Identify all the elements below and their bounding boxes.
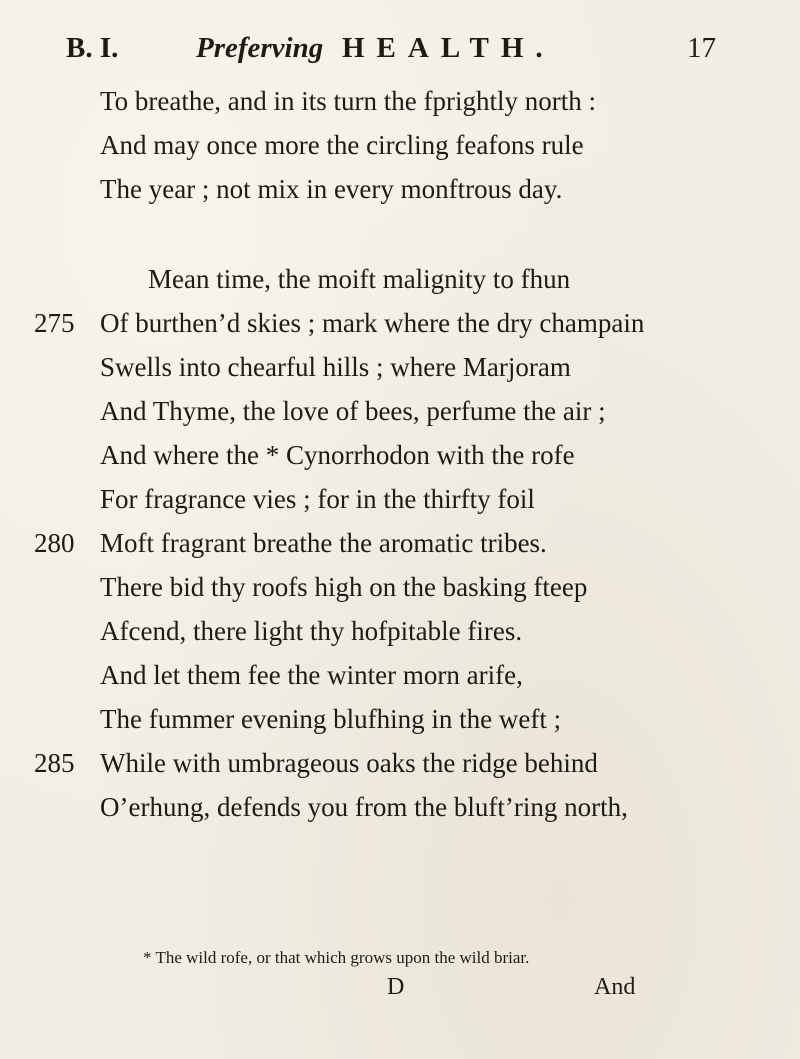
verse-line: The fummer evening blufhing in the weft ; bbox=[100, 704, 562, 734]
verse-line: Afcend, there light thy hofpitable fires. bbox=[100, 616, 523, 646]
footnote: * The wild rofe, or that which grows upon the wild briar. bbox=[143, 948, 530, 967]
header-title: HEALTH. bbox=[342, 32, 555, 64]
verse-line: Mean time, the moift malignity to fhun bbox=[148, 264, 571, 294]
verse-line: To breathe, and in its turn the fprightly north : bbox=[100, 86, 597, 116]
verse-line: While with umbrageous oaks the ridge behind bbox=[100, 748, 598, 778]
verse-line: The year ; not mix in every monftrous day. bbox=[100, 174, 563, 204]
verse-line: And Thyme, the love of bees, perfume the air ; bbox=[100, 396, 606, 426]
verse-line: And may once more the circling feafons rule bbox=[100, 130, 584, 160]
verse-line: O’erhung, defends you from the bluft’ring north, bbox=[100, 792, 628, 822]
line-number: 280 bbox=[34, 528, 75, 558]
running-header bbox=[66, 32, 716, 72]
line-number: 275 bbox=[34, 308, 75, 338]
verse-line: And let them fee the winter morn arife, bbox=[100, 660, 523, 690]
book-number: B. I. bbox=[66, 32, 119, 64]
verse-line: For fragrance vies ; for in the thirfty foil bbox=[100, 484, 535, 514]
verse-line: Moft fragrant breathe the aromatic tribes. bbox=[100, 528, 547, 558]
verse-line: There bid thy roofs high on the basking fteep bbox=[100, 572, 588, 602]
page-number: 17 bbox=[687, 32, 716, 64]
verse-line: Of burthen’d skies ; mark where the dry champain bbox=[100, 308, 645, 338]
verse-line: Swells into chearful hills ; where Marjoram bbox=[100, 352, 571, 382]
signature-mark: D bbox=[387, 974, 405, 1000]
verse-line: And where the * Cynorrhodon with the rofe bbox=[100, 440, 575, 470]
line-number: 285 bbox=[34, 748, 75, 778]
header-italic-title: Preferving bbox=[196, 32, 324, 64]
catchword: And bbox=[594, 974, 636, 1000]
